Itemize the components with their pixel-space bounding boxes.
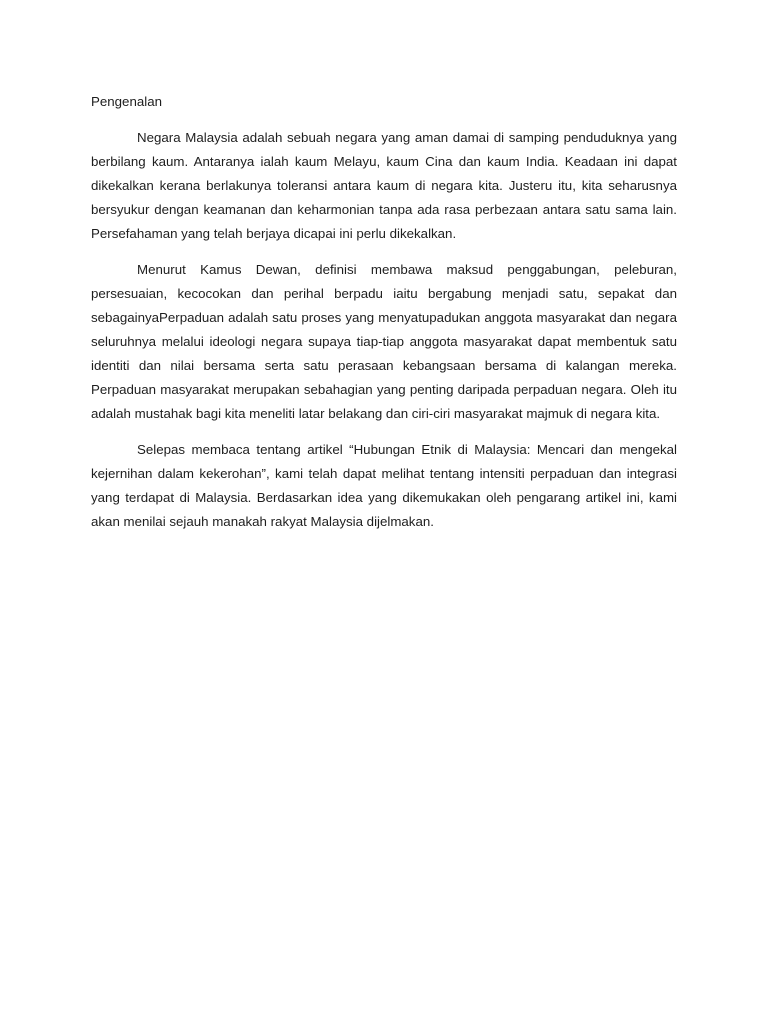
- paragraph-2: Menurut Kamus Dewan, definisi membawa maksud penggabungan, peleburan, persesuaian, kecocokan dan perihal berpadu iaitu bergabung menjadi satu, sepakat dan sebagainyaPerpaduan adalah satu proses yang menyatupadukan anggota masyarakat dan negara seluruhnya melalui ideologi negara supaya tiap-tiap anggota masyarakat dapat membentuk satu identiti dan nilai bersama serta satu perasaan kebangsaan bersama di kalangan mereka. Perpaduan masyarakat merupakan sebahagian yang penting daripada perpaduan negara. Oleh itu adalah mustahak bagi kita meneliti latar belakang dan ciri-ciri masyarakat majmuk di negara kita.: [91, 262, 677, 421]
- document-body: [91, 90, 677, 546]
- paragraph-1: Negara Malaysia adalah sebuah negara yang aman damai di samping penduduknya yang berbilang kaum. Antaranya ialah kaum Melayu, kaum Cina dan kaum India. Keadaan ini dapat dikekalkan kerana berlakunya toleransi antara kaum di negara kita. Justeru itu, kita seharusnya bersyukur dengan keamanan dan keharmonian tanpa ada rasa perbezaan antara satu sama lain. Persefahaman yang telah berjaya dicapai ini perlu dikekalkan.: [91, 130, 677, 241]
- section-heading: Pengenalan: [91, 94, 162, 109]
- paragraph-3: Selepas membaca tentang artikel “Hubungan Etnik di Malaysia: Mencari dan mengekal kejernihan dalam kekerohan”, kami telah dapat melihat tentang intensiti perpaduan dan integrasi yang terdapat di Malaysia. Berdasarkan idea yang dikemukakan oleh pengarang artikel ini, kami akan menilai sejauh manakah rakyat Malaysia dijelmakan.: [91, 442, 677, 529]
